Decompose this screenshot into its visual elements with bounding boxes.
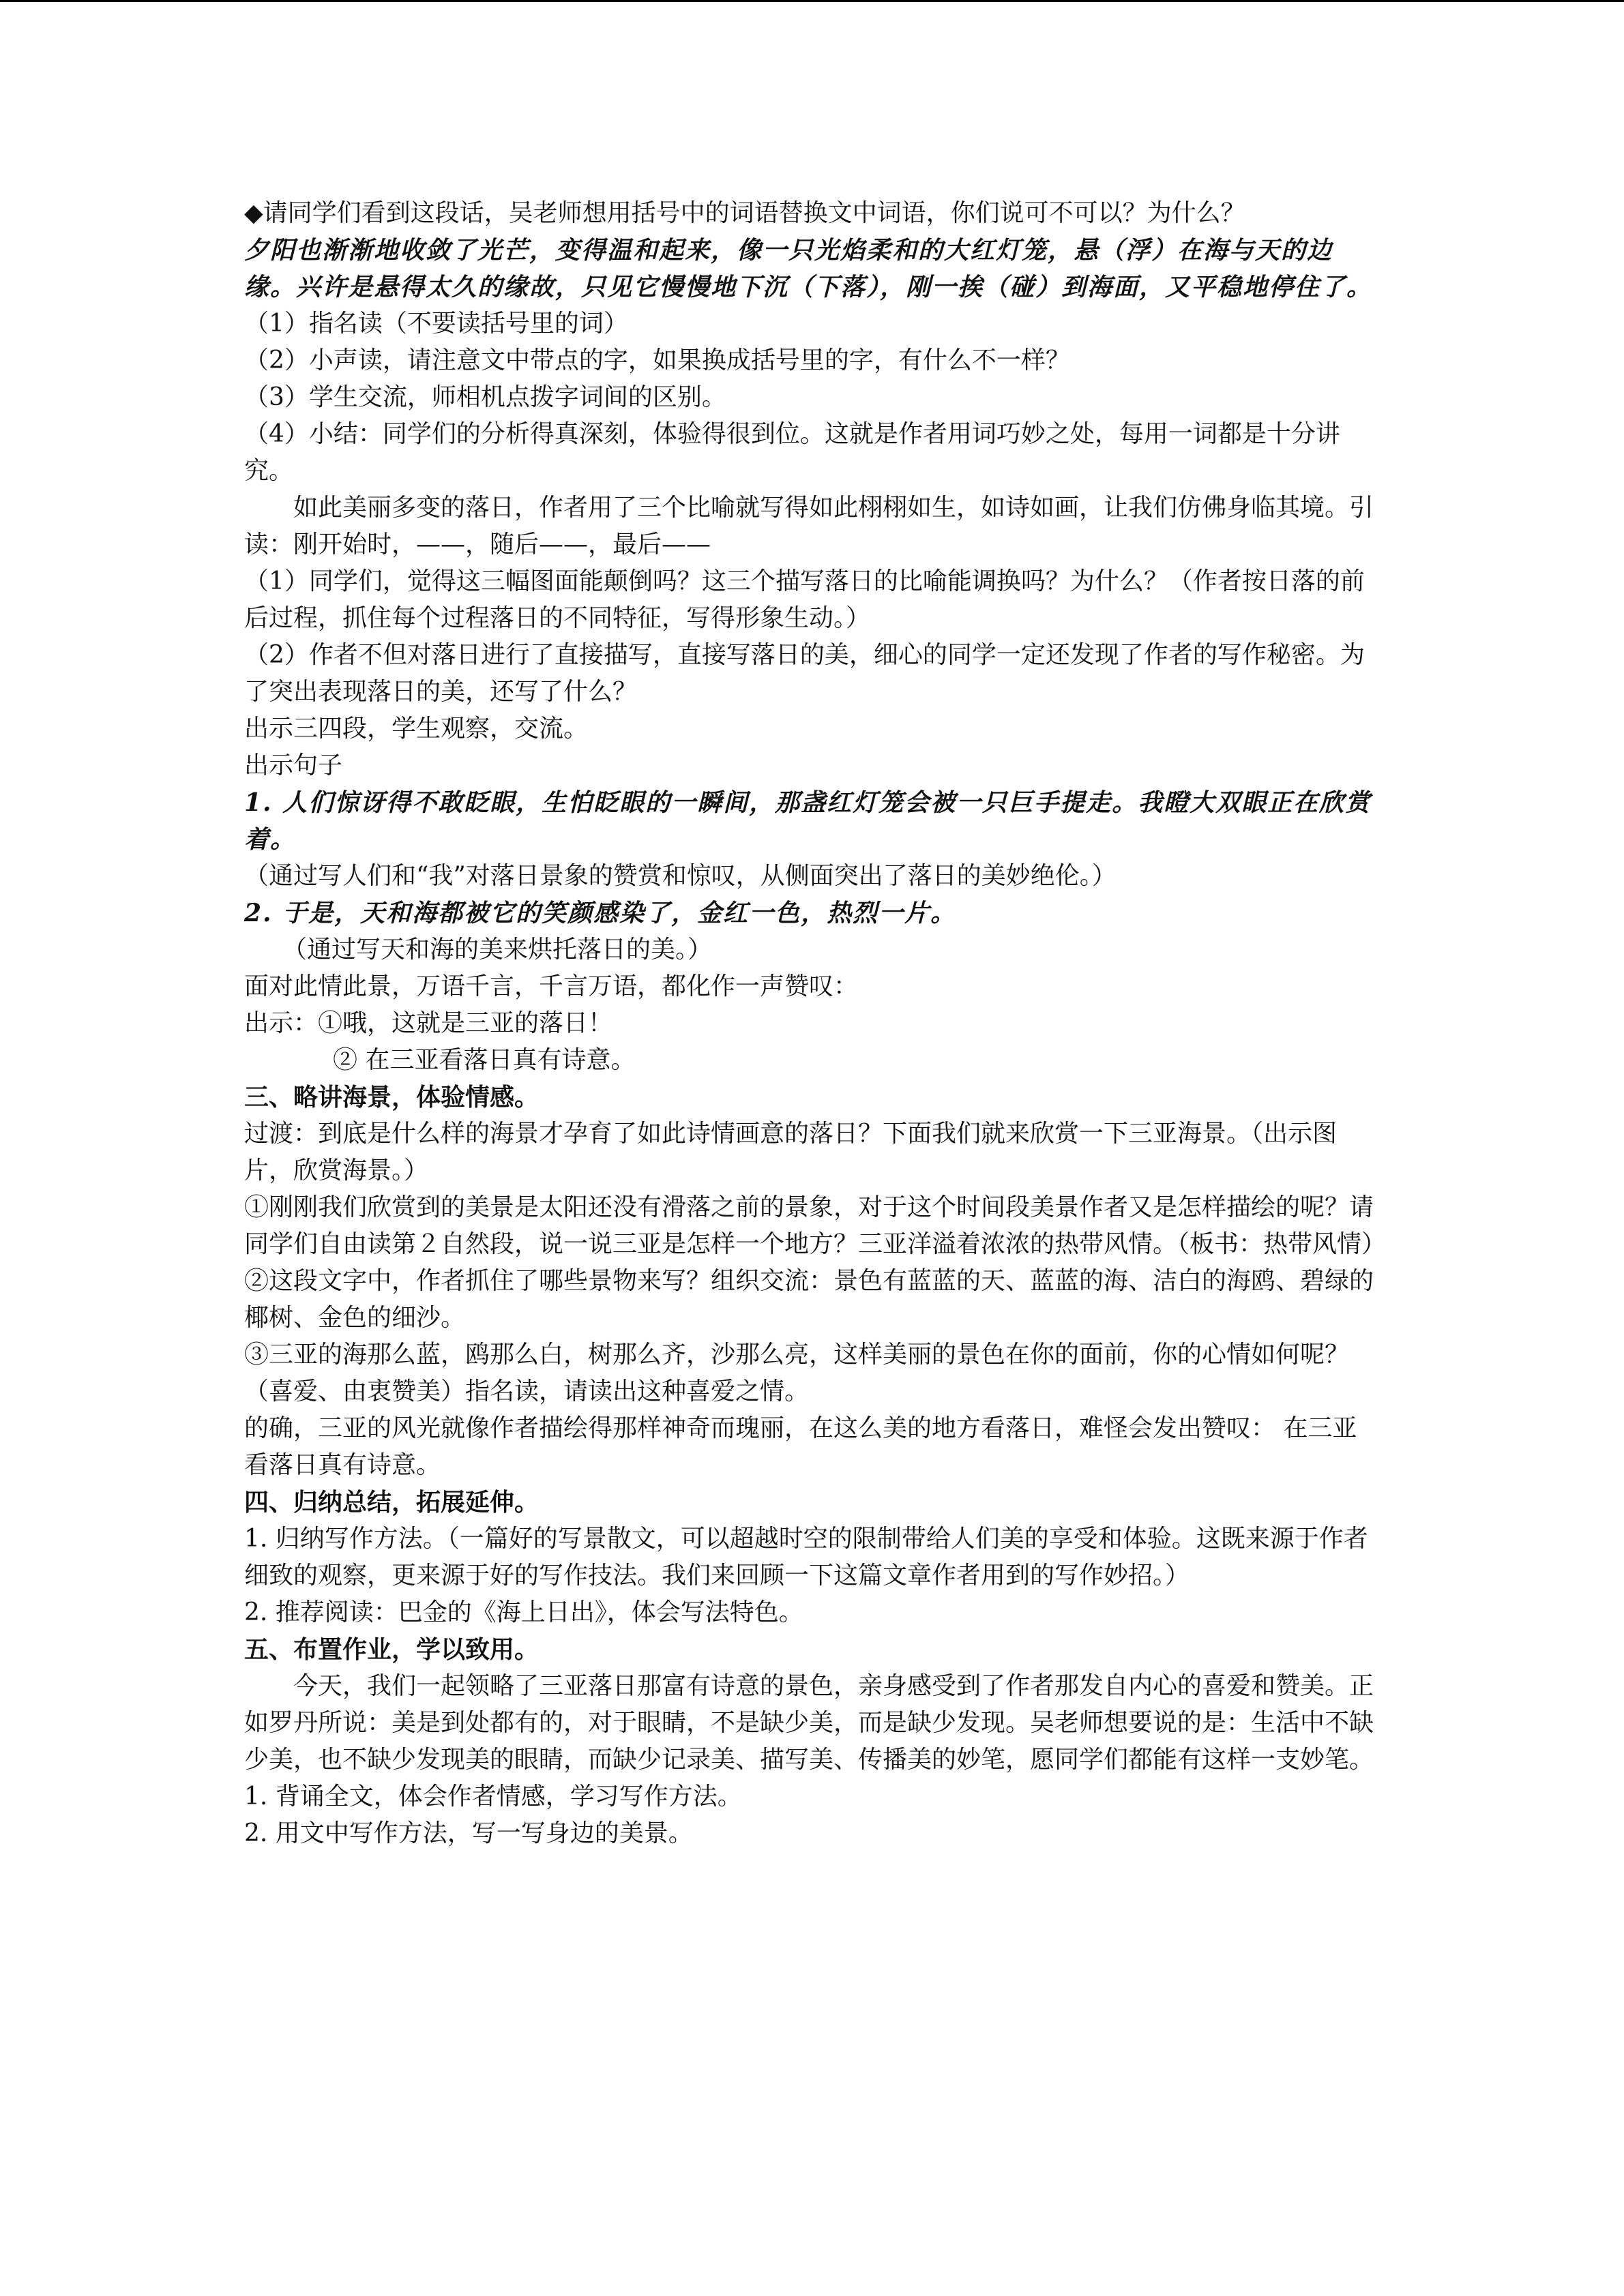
seascape-point-3: ③三亚的海那么蓝，鸥那么白，树那么齐，沙那么亮，这样美丽的景色在你的面前，你的心情如何呢？（喜爱、由衷赞美）指名读，请读出这种喜爱之情。 xyxy=(244,1341,1350,1405)
step-4-summary: （4）小结：同学们的分析得真深刻，体验得很到位。这就是作者用词巧妙之处，每用一词都是十分讲究。 xyxy=(244,420,1340,485)
document-body xyxy=(244,195,1387,1852)
step-3: （3）学生交流，师相机点拨字词间的区别。 xyxy=(244,383,726,411)
question-1: （1）同学们，觉得这三幅图面能颠倒吗？这三个描写落日的比喻能调换吗？为什么？（作者按日落的前后过程，抓住每个过程落日的不同特征，写得形象生动。） xyxy=(244,567,1365,632)
sentence-1: 1. 人们惊讶得不敢眨眼，生怕眨眼的一瞬间，那盏红灯笼会被一只巨手提走。我瞪大双眼正在欣赏着。 xyxy=(244,788,1372,854)
question-2: （2）作者不但对落日进行了直接描写，直接写落日的美，细心的同学一定还发现了作者的写作秘密。为了突出表现落日的美，还写了什么？ xyxy=(244,641,1365,706)
homework-item-1: 1. 背诵全文，体会作者情感，学习写作方法。 xyxy=(244,1783,742,1810)
section-4-heading: 四、归纳总结，拓展延伸。 xyxy=(244,1488,540,1517)
display-line-1: 出示：①哦，这就是三亚的落日！ xyxy=(244,1009,613,1037)
metaphor-paragraph: 如此美丽多变的落日，作者用了三个比喻就写得如此栩栩如生，如诗如画，让我们仿佛身临其境。引读：刚开始时，——，随后——，最后—— xyxy=(244,494,1374,558)
page-top-border xyxy=(0,0,1624,2)
sentence-2: 2. 于是，天和海都被它的笑颜感染了，金红一色，热烈一片。 xyxy=(244,899,957,927)
show-sentences: 出示句子 xyxy=(244,751,343,779)
step-2: （2）小声读，请注意文中带点的字，如果换成括号里的字，有什么不一样？ xyxy=(244,346,1070,374)
summary-item-1: 1. 归纳写作方法。（一篇好的写景散文，可以超越时空的限制带给人们美的享受和体验。这既来源于作者细致的观察，更来源于好的写作技法。我们来回顾一下这篇文章作者用到的写作妙招。） xyxy=(244,1525,1368,1590)
seascape-conclusion: 的确，三亚的风光就像作者描绘得那样神奇而瑰丽，在这么美的地方看落日，难怪会发出赞叹： 在三亚看落日真有诗意。 xyxy=(244,1414,1357,1479)
sentence-2-note: （通过写天和海的美来烘托落日的美。） xyxy=(282,936,713,964)
sentence-1-note: （通过写人们和“我”对落日景象的赞赏和惊叹，从侧面突出了落日的美妙绝伦。） xyxy=(244,862,1117,890)
seascape-point-2: ②这段文字中，作者抓住了哪些景物来写？组织交流：景色有蓝蓝的天、蓝蓝的海、洁白的海鸥、碧绿的椰树、金色的细沙。 xyxy=(244,1267,1374,1332)
section-3-heading: 三、略讲海景，体验情感。 xyxy=(244,1083,540,1112)
transition-paragraph: 过渡：到底是什么样的海景才孕育了如此诗情画意的落日？下面我们就来欣赏一下三亚海景。（出示图片，欣赏海景。） xyxy=(244,1120,1338,1184)
homework-item-2: 2. 用文中写作方法，写一写身边的美景。 xyxy=(244,1819,693,1847)
show-paragraphs: 出示三四段，学生观察，交流。 xyxy=(244,715,589,743)
summary-item-2: 2. 推荐阅读：巴金的《海上日出》，体会写法特色。 xyxy=(244,1598,803,1626)
step-1: （1）指名读（不要读括号里的词） xyxy=(244,310,628,338)
section-5-heading: 五、布置作业，学以致用。 xyxy=(244,1635,540,1664)
quoted-passage: 夕阳也渐渐地收敛了光芒，变得温和起来，像一只光焰柔和的大红灯笼，悬（浮）在海与天的边缘。兴许是悬得太久的缘故，只见它慢慢地下沉（下落），刚一挨（碰）到海面，又平稳地停住了。 xyxy=(244,236,1373,301)
display-line-2: ② 在三亚看落日真有诗意。 xyxy=(333,1046,636,1074)
seascape-point-1: ①刚刚我们欣赏到的美景是太阳还没有滑落之前的景象，对于这个时间段美景作者又是怎样描绘的呢？请同学们自由读第２自然段，说一说三亚是怎样一个地方？三亚洋溢着浓浓的热带风情。（板书：热带风情） xyxy=(244,1193,1387,1258)
closing-paragraph: 今天，我们一起领略了三亚落日那富有诗意的景色，亲身感受到了作者那发自内心的喜爱和赞美。正如罗丹所说：美是到处都有的，对于眼睛，不是缺少美，而是缺少发现。吴老师想要说的是：生活中不缺少美，也不缺少发现美的眼睛，而缺少记录美、描写美、传播美的妙笔，愿同学们都能有这样一支妙笔。 xyxy=(244,1672,1374,1774)
admiration-line: 面对此情此景，万语千言，千言万语，都化作一声赞叹： xyxy=(244,972,859,1000)
question-paragraph: ◆请同学们看到这段话，吴老师想用括号中的词语替换文中词语，你们说可不可以？为什么？ xyxy=(244,199,1245,227)
